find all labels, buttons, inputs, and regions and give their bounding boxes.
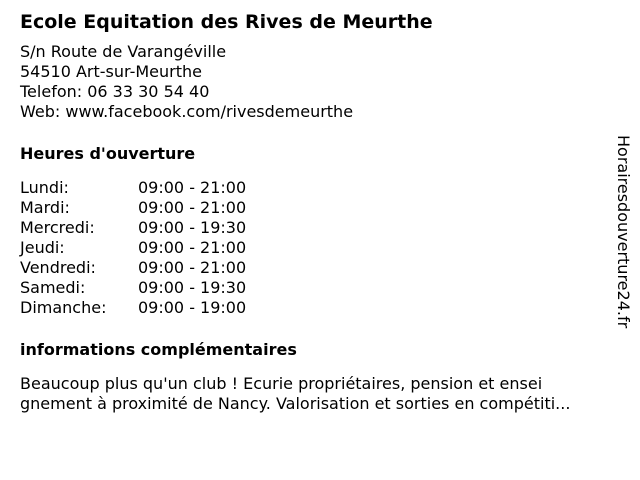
day-label: Jeudi: [20, 238, 65, 257]
day-label: Mardi: [20, 198, 70, 217]
day-label: Samedi: [20, 278, 86, 297]
hours-row [20, 178, 246, 198]
day-label: Dimanche: [20, 298, 107, 317]
phone-number[interactable]: Telefon: 06 33 30 54 40 [20, 82, 210, 101]
day-label: Vendredi: [20, 258, 96, 277]
info-line-2: gnement à proximité de Nancy. Valorisation et sorties en compétiti... [20, 394, 571, 413]
business-title: Ecole Equitation des Rives de Meurthe [20, 11, 433, 33]
hours-row [20, 218, 246, 238]
time-range: 09:00 - 21:00 [138, 238, 247, 257]
time-range: 09:00 - 19:30 [138, 218, 247, 237]
time-range: 09:00 - 21:00 [138, 178, 247, 197]
hours-row [20, 298, 246, 318]
opening-hours-table [20, 178, 246, 318]
time-range: 09:00 - 21:00 [138, 198, 247, 217]
time-range: 09:00 - 19:30 [138, 278, 247, 297]
hours-row [20, 238, 246, 258]
business-card [20, 10, 610, 414]
time-range: 09:00 - 21:00 [138, 258, 247, 277]
info-description [20, 374, 620, 414]
hours-row [20, 258, 246, 278]
time-range: 09:00 - 19:00 [138, 298, 247, 317]
site-watermark: Horairesdouverture24.fr [614, 135, 633, 329]
hours-row [20, 278, 246, 298]
city-address: 54510 Art-sur-Meurthe [20, 62, 202, 81]
day-label: Mercredi: [20, 218, 95, 237]
website-link[interactable]: Web: www.facebook.com/rivesdemeurthe [20, 102, 354, 121]
street-address: S/n Route de Varangéville [20, 42, 227, 61]
hours-heading: Heures d'ouverture [20, 144, 196, 163]
hours-row [20, 198, 246, 218]
day-label: Lundi: [20, 178, 69, 197]
info-heading: informations complémentaires [20, 340, 297, 359]
address-block [20, 42, 610, 122]
info-line-1: Beaucoup plus qu'un club ! Ecurie propriétaires, pension et ensei [20, 374, 543, 393]
